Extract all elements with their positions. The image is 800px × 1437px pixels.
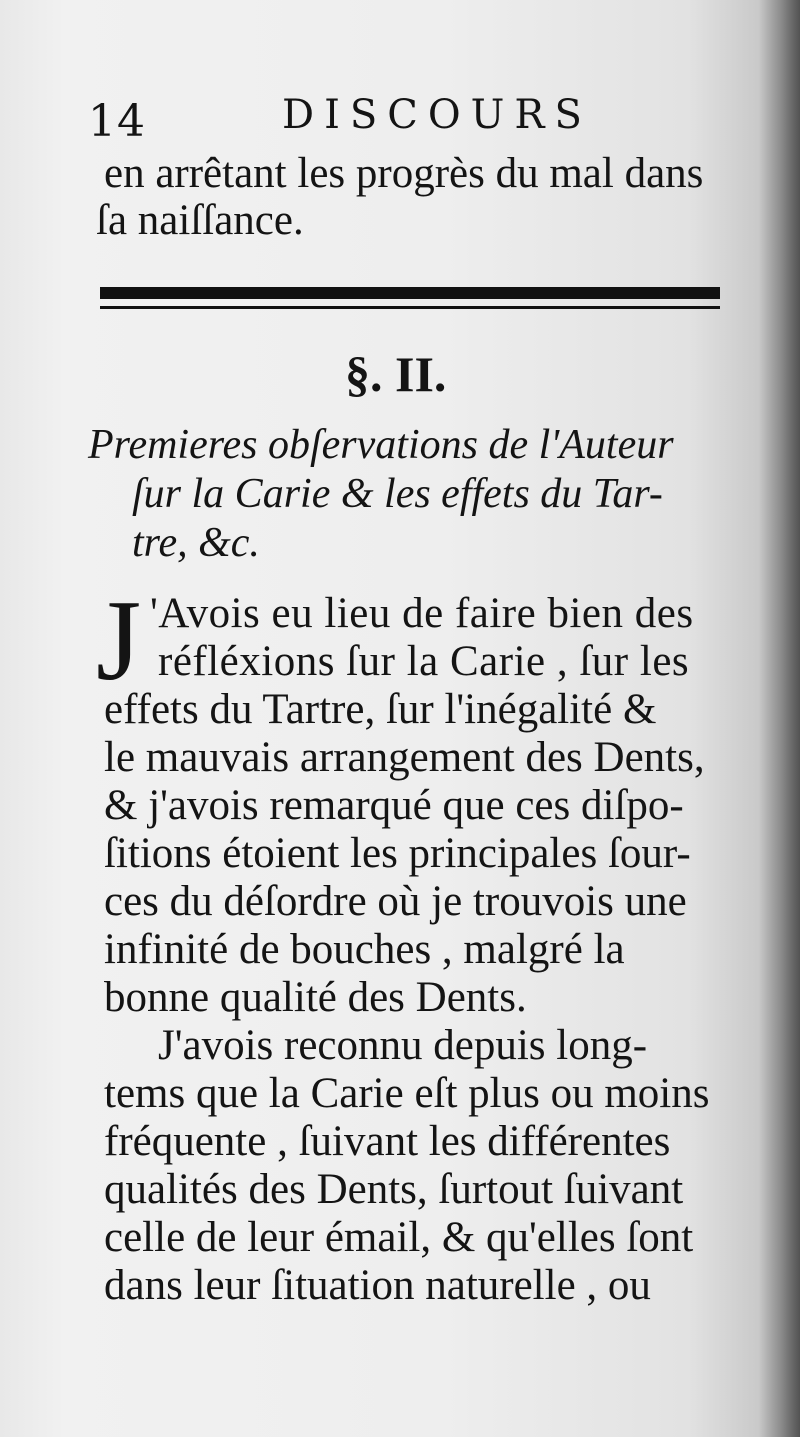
section-rule-thin bbox=[100, 306, 720, 309]
paragraph-1-line-8: infinité de bouches , malgré la bbox=[104, 926, 625, 973]
section-rule-thick bbox=[100, 287, 720, 299]
paragraph-2-line-6: dans leur ſituation naturelle , ou bbox=[104, 1262, 651, 1309]
intro-line-2: ſa naiſſance. bbox=[96, 197, 304, 244]
paragraph-2-line-3: fréquente , ſuivant les différentes bbox=[104, 1118, 671, 1165]
running-title: DISCOURS bbox=[282, 92, 592, 138]
paragraph-1-line-7: ces du déſordre où je trouvois une bbox=[104, 878, 687, 925]
paragraph-1-line-5: & j'avois remarqué que ces diſpo- bbox=[104, 782, 684, 829]
paragraph-1-line-2: réfléxions ſur la Carie , ſur les bbox=[158, 638, 690, 685]
paragraph-1-line-4: le mauvais arrangement des Dents, bbox=[104, 734, 705, 781]
drop-cap: J bbox=[96, 577, 142, 705]
paragraph-2-line-2: tems que la Carie eſt plus ou moins bbox=[104, 1070, 710, 1117]
paragraph-2-line-4: qualités des Dents, ſurtout ſuivant bbox=[104, 1166, 684, 1213]
paragraph-1-line-1: 'Avois eu lieu de faire bien des bbox=[150, 590, 694, 637]
page-number: 14 bbox=[88, 96, 146, 147]
paragraph-2-line-5: celle de leur émail, & qu'elles ſont bbox=[104, 1214, 694, 1261]
paragraph-1-line-3: effets du Tartre, ſur l'inégalité & bbox=[104, 686, 657, 733]
section-number: §. II. bbox=[345, 346, 447, 402]
intro-line-1: en arrêtant les progrès du mal dans bbox=[104, 150, 704, 197]
section-heading-line-3: tre, &c. bbox=[132, 520, 260, 566]
paragraph-1-line-9: bonne qualité des Dents. bbox=[104, 974, 527, 1021]
paragraph-2-line-1: J'avois reconnu depuis long- bbox=[158, 1022, 648, 1069]
section-heading-line-1: Premieres obſervations de l'Auteur bbox=[88, 422, 674, 468]
section-heading-line-2: ſur la Carie & les effets du Tar- bbox=[132, 471, 663, 517]
paragraph-1-line-6: ſitions étoient les principales ſour- bbox=[104, 830, 691, 877]
page-edge-shadow bbox=[758, 0, 800, 1437]
